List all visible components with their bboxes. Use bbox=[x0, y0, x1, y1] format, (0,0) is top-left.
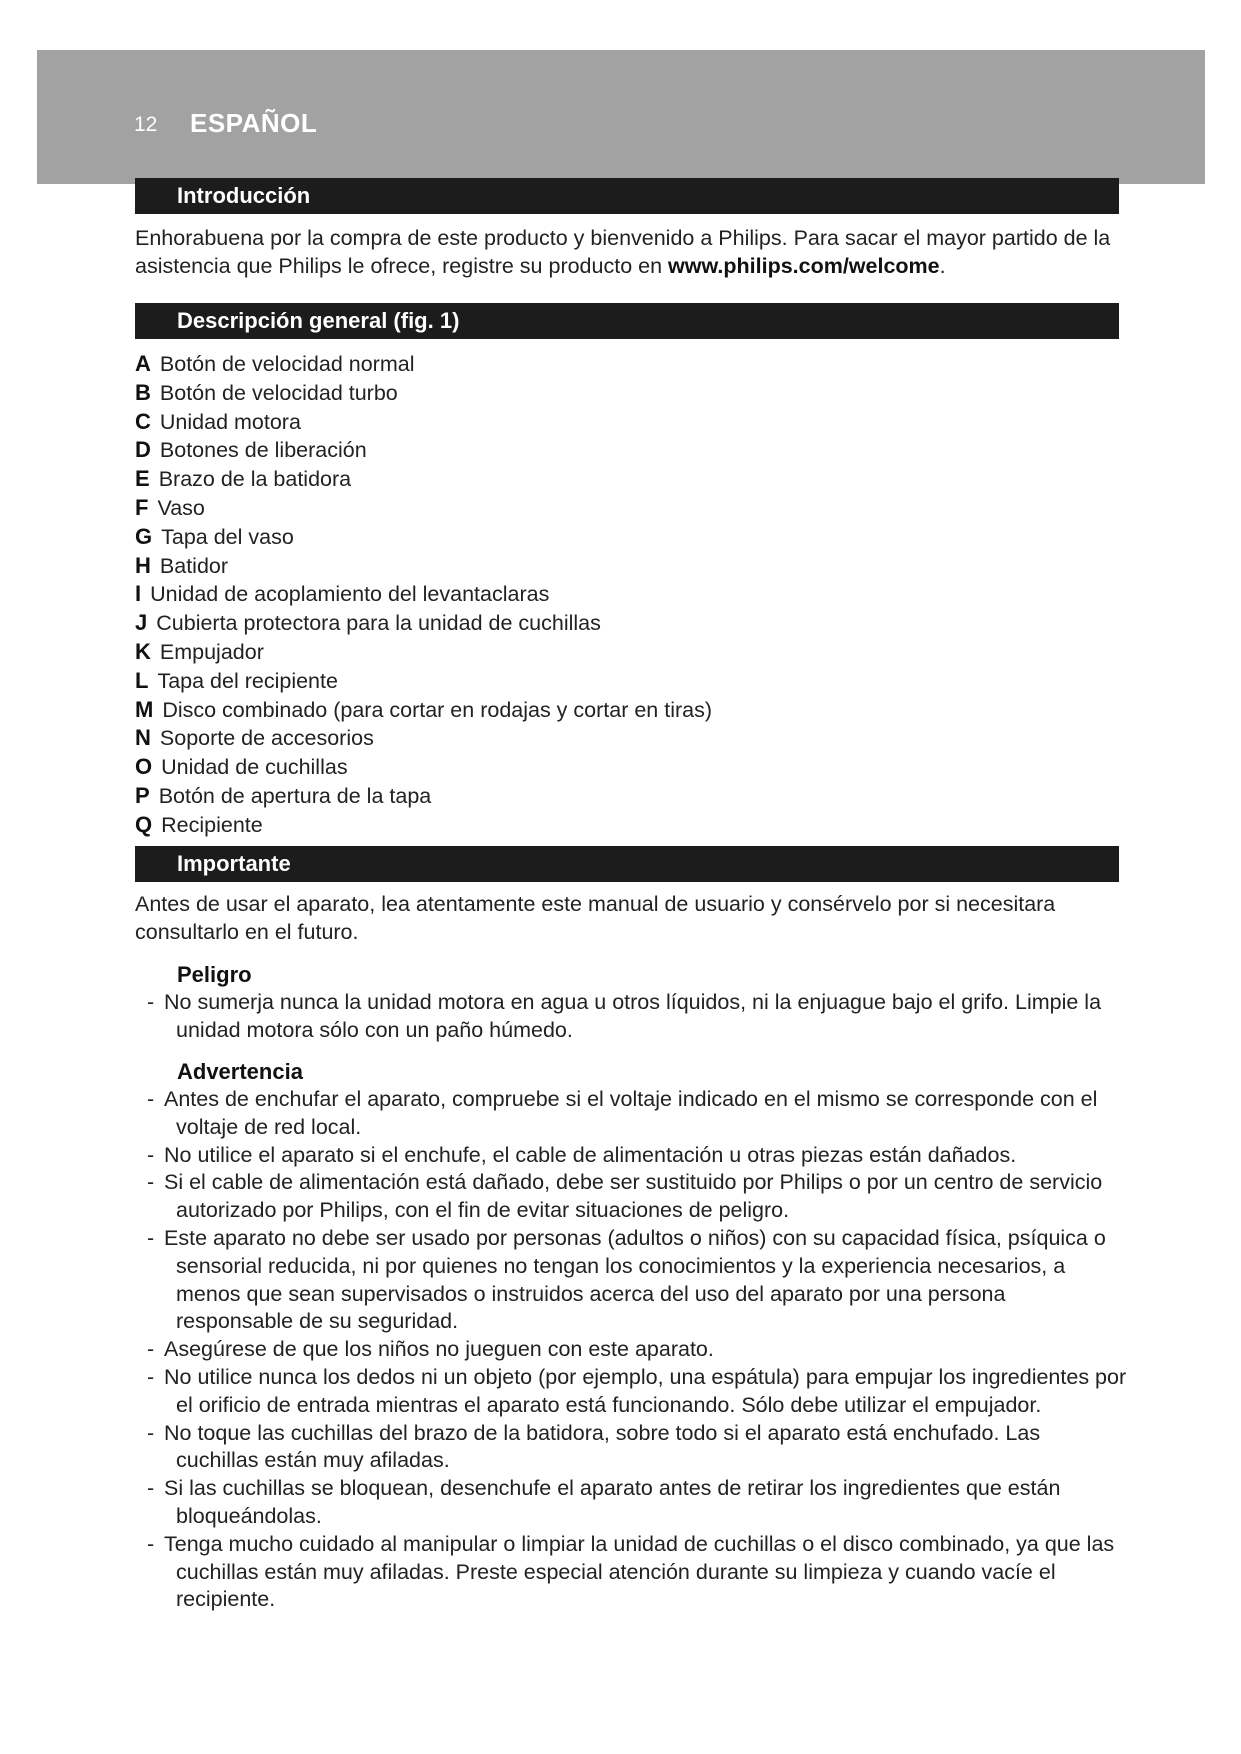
bullet-item: - Antes de enchufar el aparato, compruebe si el voltaje indicado en el mismo se corresponde con el voltaje de red local. bbox=[147, 1086, 1127, 1142]
part-list-item bbox=[135, 609, 712, 638]
section-heading-overview: Descripción general (fig. 1) bbox=[135, 303, 1119, 339]
language-title: ESPAÑOL bbox=[190, 108, 318, 138]
part-name: Brazo de la batidora bbox=[158, 467, 352, 492]
part-list-item bbox=[135, 580, 712, 609]
danger-list bbox=[147, 989, 1127, 1045]
bullet-item: - No utilice el aparato si el enchufe, el cable de alimentación u otras piezas están dañados. bbox=[147, 1142, 1127, 1170]
part-name: Unidad de acoplamiento del levantaclaras bbox=[150, 582, 550, 607]
part-list-item bbox=[135, 379, 712, 408]
part-letter: K bbox=[135, 638, 151, 664]
part-list-item bbox=[135, 408, 712, 437]
part-list-item bbox=[135, 667, 712, 696]
part-letter: H bbox=[135, 552, 151, 578]
introduction-text: Enhorabuena por la compra de este producto y bienvenido a Philips. Para sacar el mayor partido de la asistencia que Philips le ofrece, registre su producto en bbox=[135, 226, 1111, 278]
part-list-item bbox=[135, 638, 712, 667]
bullet-item: - Asegúrese de que los niños no jueguen con este aparato. bbox=[147, 1336, 1127, 1364]
part-letter: D bbox=[135, 437, 151, 463]
part-letter: F bbox=[135, 494, 149, 520]
part-name: Botón de velocidad normal bbox=[159, 352, 415, 376]
part-name: Recipiente bbox=[161, 812, 263, 837]
bullet-item: - Este aparato no debe ser usado por personas (adultos o niños) con su capacidad física, psíquica o sensorial reducida, ni por quienes no tengan los conocimientos y la experiencia necesarios, a menos que sean supervisados o instruidos acerca del uso del aparato por una persona responsable de su seguridad. bbox=[147, 1225, 1127, 1336]
danger-heading: Peligro bbox=[177, 962, 252, 987]
part-letter: J bbox=[135, 610, 148, 636]
part-letter: Q bbox=[135, 811, 153, 837]
bullet-item: - Si el cable de alimentación está dañado, debe ser sustituido por Philips o por un centro de servicio autorizado por Philips, con el fin de evitar situaciones de peligro. bbox=[147, 1169, 1127, 1225]
part-letter: B bbox=[135, 379, 151, 405]
page-number: 12 bbox=[134, 113, 158, 136]
part-name: Disco combinado (para cortar en rodajas y cortar en tiras) bbox=[162, 697, 713, 722]
bullet-item: - No utilice nunca los dedos ni un objeto (por ejemplo, una espátula) para empujar los ingredientes por el orificio de entrada mientras el aparato está funcionando. Sólo debe utilizar el empujador. bbox=[147, 1364, 1127, 1420]
part-letter: L bbox=[135, 667, 149, 693]
part-list-item bbox=[135, 494, 712, 523]
part-list-item bbox=[135, 782, 712, 811]
part-name: Unidad de cuchillas bbox=[161, 755, 348, 780]
part-name: Unidad motora bbox=[159, 409, 301, 434]
section-heading-important: Importante bbox=[135, 846, 1119, 882]
part-letter: I bbox=[135, 581, 142, 607]
warning-list bbox=[147, 1086, 1127, 1614]
bullet-item: - No sumerja nunca la unidad motora en agua u otros líquidos, ni la enjuague bajo el grifo. Limpie la unidad motora sólo con un paño húmedo. bbox=[147, 989, 1127, 1045]
part-name: Vaso bbox=[157, 495, 205, 520]
part-name: Tapa del vaso bbox=[161, 524, 294, 549]
important-paragraph: Antes de usar el aparato, lea atentamente este manual de usuario y consérvelo por si necesitara consultarlo en el futuro. bbox=[135, 892, 1056, 944]
introduction-paragraph bbox=[135, 224, 1125, 280]
part-name: Batidor bbox=[159, 553, 229, 578]
section-heading-introduction: Introducción bbox=[135, 178, 1119, 214]
part-list-item bbox=[135, 753, 712, 782]
part-list-item bbox=[135, 724, 712, 753]
part-name: Botón de velocidad turbo bbox=[159, 380, 398, 405]
bullet-item: - Tenga mucho cuidado al manipular o limpiar la unidad de cuchillas o el disco combinado, ya que las cuchillas están muy afiladas. Preste especial atención durante su limpieza y cuando vacíe el recipiente. bbox=[147, 1531, 1127, 1614]
part-letter: O bbox=[135, 754, 153, 780]
part-name: Cubierta protectora para la unidad de cuchillas bbox=[156, 611, 601, 636]
part-list-item bbox=[135, 552, 712, 581]
part-name: Empujador bbox=[159, 639, 264, 664]
part-name: Botón de apertura de la tapa bbox=[158, 783, 432, 808]
part-name: Soporte de accesorios bbox=[159, 726, 374, 751]
introduction-text-end: . bbox=[939, 254, 946, 278]
part-list-item bbox=[135, 465, 712, 494]
part-list-item bbox=[135, 811, 712, 840]
part-letter: M bbox=[135, 696, 154, 722]
part-letter: A bbox=[135, 351, 151, 376]
bullet-item: - No toque las cuchillas del brazo de la batidora, sobre todo si el aparato está enchufado. Las cuchillas están muy afiladas. bbox=[147, 1420, 1127, 1476]
part-name: Botones de liberación bbox=[159, 438, 367, 463]
welcome-link[interactable]: www.philips.com/welcome bbox=[668, 254, 940, 278]
part-list-item bbox=[135, 523, 712, 552]
part-letter: N bbox=[135, 725, 151, 751]
part-letter: P bbox=[135, 782, 150, 808]
part-letter: C bbox=[135, 408, 151, 434]
part-list-item bbox=[135, 436, 712, 465]
part-letter: E bbox=[135, 466, 150, 492]
parts-list bbox=[135, 350, 712, 840]
part-name: Tapa del recipiente bbox=[157, 668, 338, 693]
part-list-item bbox=[135, 696, 712, 725]
bullet-item: - Si las cuchillas se bloquean, desenchufe el aparato antes de retirar los ingredientes que están bloqueándolas. bbox=[147, 1475, 1127, 1531]
part-list-item bbox=[135, 350, 712, 379]
part-letter: G bbox=[135, 523, 153, 549]
warning-heading: Advertencia bbox=[177, 1059, 303, 1084]
